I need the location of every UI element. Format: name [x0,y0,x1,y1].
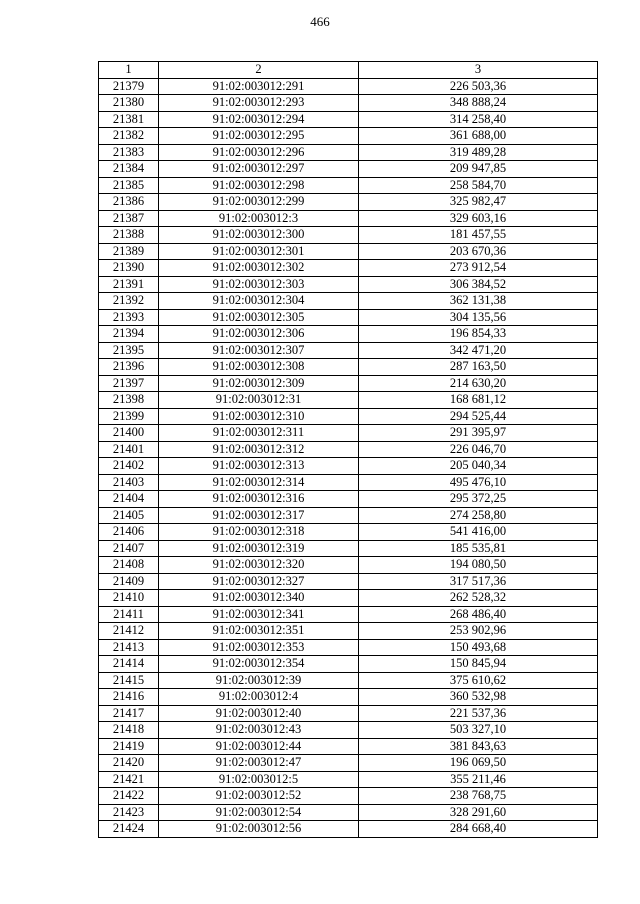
row-number-cell: 21409 [99,573,159,590]
value-cell: 294 525,44 [359,408,598,425]
table-row [99,606,598,623]
cadastral-number-cell: 91:02:003012:302 [159,260,359,277]
table-row [99,689,598,706]
row-number-cell: 21383 [99,144,159,161]
row-number-cell: 21412 [99,623,159,640]
column-header-1: 1 [99,62,159,79]
cadastral-number-cell: 91:02:003012:304 [159,293,359,310]
cadastral-number-cell: 91:02:003012:39 [159,672,359,689]
cadastral-number-cell: 91:02:003012:5 [159,771,359,788]
table-row [99,755,598,772]
row-number-cell: 21379 [99,78,159,95]
row-number-cell: 21422 [99,788,159,805]
cadastral-number-cell: 91:02:003012:301 [159,243,359,260]
row-number-cell: 21393 [99,309,159,326]
row-number-cell: 21414 [99,656,159,673]
table-row [99,194,598,211]
row-number-cell: 21387 [99,210,159,227]
value-cell: 268 486,40 [359,606,598,623]
value-cell: 348 888,24 [359,95,598,112]
row-number-cell: 21421 [99,771,159,788]
value-cell: 209 947,85 [359,161,598,178]
table-row [99,359,598,376]
value-cell: 196 854,33 [359,326,598,343]
cadastral-number-cell: 91:02:003012:43 [159,722,359,739]
cadastral-number-cell: 91:02:003012:320 [159,557,359,574]
cadastral-number-cell: 91:02:003012:313 [159,458,359,475]
row-number-cell: 21400 [99,425,159,442]
table-row [99,177,598,194]
value-cell: 258 584,70 [359,177,598,194]
cadastral-number-cell: 91:02:003012:303 [159,276,359,293]
row-number-cell: 21391 [99,276,159,293]
table-header-row [99,62,598,79]
cadastral-number-cell: 91:02:003012:316 [159,491,359,508]
value-cell: 375 610,62 [359,672,598,689]
value-cell: 194 080,50 [359,557,598,574]
column-header-3: 3 [359,62,598,79]
table-row [99,524,598,541]
table-row [99,392,598,409]
table-row [99,95,598,112]
row-number-cell: 21397 [99,375,159,392]
data-table [98,61,598,838]
row-number-cell: 21401 [99,441,159,458]
table-row [99,309,598,326]
row-number-cell: 21418 [99,722,159,739]
table-row [99,722,598,739]
row-number-cell: 21417 [99,705,159,722]
value-cell: 319 489,28 [359,144,598,161]
row-number-cell: 21416 [99,689,159,706]
table-row [99,590,598,607]
cadastral-number-cell: 91:02:003012:4 [159,689,359,706]
column-header-2: 2 [159,62,359,79]
table-body [99,78,598,837]
table-row [99,128,598,145]
cadastral-number-cell: 91:02:003012:312 [159,441,359,458]
row-number-cell: 21390 [99,260,159,277]
value-cell: 150 493,68 [359,639,598,656]
cadastral-number-cell: 91:02:003012:353 [159,639,359,656]
cadastral-number-cell: 91:02:003012:340 [159,590,359,607]
value-cell: 226 046,70 [359,441,598,458]
cadastral-number-cell: 91:02:003012:293 [159,95,359,112]
value-cell: 214 630,20 [359,375,598,392]
cadastral-number-cell: 91:02:003012:298 [159,177,359,194]
table-row [99,458,598,475]
row-number-cell: 21410 [99,590,159,607]
cadastral-number-cell: 91:02:003012:327 [159,573,359,590]
table-row [99,491,598,508]
cadastral-number-cell: 91:02:003012:40 [159,705,359,722]
cadastral-number-cell: 91:02:003012:291 [159,78,359,95]
value-cell: 342 471,20 [359,342,598,359]
table-row [99,441,598,458]
cadastral-number-cell: 91:02:003012:310 [159,408,359,425]
cadastral-number-cell: 91:02:003012:296 [159,144,359,161]
cadastral-number-cell: 91:02:003012:341 [159,606,359,623]
cadastral-number-cell: 91:02:003012:319 [159,540,359,557]
table-row [99,227,598,244]
cadastral-number-cell: 91:02:003012:31 [159,392,359,409]
row-number-cell: 21386 [99,194,159,211]
value-cell: 273 912,54 [359,260,598,277]
value-cell: 221 537,36 [359,705,598,722]
row-number-cell: 21398 [99,392,159,409]
row-number-cell: 21403 [99,474,159,491]
row-number-cell: 21420 [99,755,159,772]
value-cell: 238 768,75 [359,788,598,805]
table-row [99,210,598,227]
value-cell: 361 688,00 [359,128,598,145]
row-number-cell: 21392 [99,293,159,310]
value-cell: 168 681,12 [359,392,598,409]
value-cell: 274 258,80 [359,507,598,524]
value-cell: 503 327,10 [359,722,598,739]
table-row [99,656,598,673]
cadastral-number-cell: 91:02:003012:299 [159,194,359,211]
cadastral-number-cell: 91:02:003012:309 [159,375,359,392]
table-row [99,144,598,161]
row-number-cell: 21405 [99,507,159,524]
value-cell: 284 668,40 [359,821,598,838]
value-cell: 253 902,96 [359,623,598,640]
table-row [99,623,598,640]
cadastral-number-cell: 91:02:003012:297 [159,161,359,178]
table-row [99,260,598,277]
value-cell: 381 843,63 [359,738,598,755]
table-row [99,375,598,392]
row-number-cell: 21415 [99,672,159,689]
row-number-cell: 21396 [99,359,159,376]
cadastral-number-cell: 91:02:003012:306 [159,326,359,343]
value-cell: 185 535,81 [359,540,598,557]
cadastral-number-cell: 91:02:003012:3 [159,210,359,227]
row-number-cell: 21407 [99,540,159,557]
table-row [99,557,598,574]
value-cell: 317 517,36 [359,573,598,590]
value-cell: 362 131,38 [359,293,598,310]
cadastral-number-cell: 91:02:003012:294 [159,111,359,128]
table-row [99,161,598,178]
value-cell: 541 416,00 [359,524,598,541]
row-number-cell: 21384 [99,161,159,178]
row-number-cell: 21389 [99,243,159,260]
cadastral-number-cell: 91:02:003012:354 [159,656,359,673]
value-cell: 205 040,34 [359,458,598,475]
value-cell: 328 291,60 [359,804,598,821]
table-row [99,243,598,260]
cadastral-number-cell: 91:02:003012:305 [159,309,359,326]
value-cell: 287 163,50 [359,359,598,376]
value-cell: 291 395,97 [359,425,598,442]
row-number-cell: 21424 [99,821,159,838]
row-number-cell: 21408 [99,557,159,574]
table-row [99,705,598,722]
table-row [99,326,598,343]
value-cell: 181 457,55 [359,227,598,244]
table-row [99,276,598,293]
value-cell: 304 135,56 [359,309,598,326]
row-number-cell: 21402 [99,458,159,475]
table-row [99,474,598,491]
table-row [99,788,598,805]
cadastral-number-cell: 91:02:003012:308 [159,359,359,376]
cadastral-number-cell: 91:02:003012:300 [159,227,359,244]
table-row [99,342,598,359]
value-cell: 325 982,47 [359,194,598,211]
row-number-cell: 21380 [99,95,159,112]
table-row [99,540,598,557]
table-row [99,293,598,310]
table-row [99,821,598,838]
cadastral-number-cell: 91:02:003012:295 [159,128,359,145]
cadastral-number-cell: 91:02:003012:56 [159,821,359,838]
cadastral-number-cell: 91:02:003012:47 [159,755,359,772]
table-row [99,573,598,590]
row-number-cell: 21406 [99,524,159,541]
value-cell: 306 384,52 [359,276,598,293]
row-number-cell: 21395 [99,342,159,359]
value-cell: 355 211,46 [359,771,598,788]
value-cell: 295 372,25 [359,491,598,508]
table-row [99,804,598,821]
row-number-cell: 21382 [99,128,159,145]
row-number-cell: 21423 [99,804,159,821]
table-row [99,408,598,425]
row-number-cell: 21381 [99,111,159,128]
value-cell: 329 603,16 [359,210,598,227]
cadastral-number-cell: 91:02:003012:44 [159,738,359,755]
table-row [99,771,598,788]
cadastral-number-cell: 91:02:003012:314 [159,474,359,491]
cadastral-number-cell: 91:02:003012:311 [159,425,359,442]
value-cell: 226 503,36 [359,78,598,95]
value-cell: 495 476,10 [359,474,598,491]
row-number-cell: 21394 [99,326,159,343]
table-row [99,738,598,755]
cadastral-number-cell: 91:02:003012:317 [159,507,359,524]
cadastral-number-cell: 91:02:003012:318 [159,524,359,541]
value-cell: 262 528,32 [359,590,598,607]
table-row [99,639,598,656]
value-cell: 196 069,50 [359,755,598,772]
row-number-cell: 21404 [99,491,159,508]
row-number-cell: 21419 [99,738,159,755]
cadastral-number-cell: 91:02:003012:307 [159,342,359,359]
cadastral-number-cell: 91:02:003012:54 [159,804,359,821]
row-number-cell: 21411 [99,606,159,623]
value-cell: 203 670,36 [359,243,598,260]
value-cell: 314 258,40 [359,111,598,128]
table-row [99,425,598,442]
cadastral-number-cell: 91:02:003012:351 [159,623,359,640]
table-row [99,672,598,689]
cadastral-number-cell: 91:02:003012:52 [159,788,359,805]
table-row [99,78,598,95]
value-cell: 360 532,98 [359,689,598,706]
row-number-cell: 21385 [99,177,159,194]
row-number-cell: 21413 [99,639,159,656]
value-cell: 150 845,94 [359,656,598,673]
table-row [99,111,598,128]
table-row [99,507,598,524]
row-number-cell: 21399 [99,408,159,425]
page-number: 466 [310,14,330,29]
row-number-cell: 21388 [99,227,159,244]
